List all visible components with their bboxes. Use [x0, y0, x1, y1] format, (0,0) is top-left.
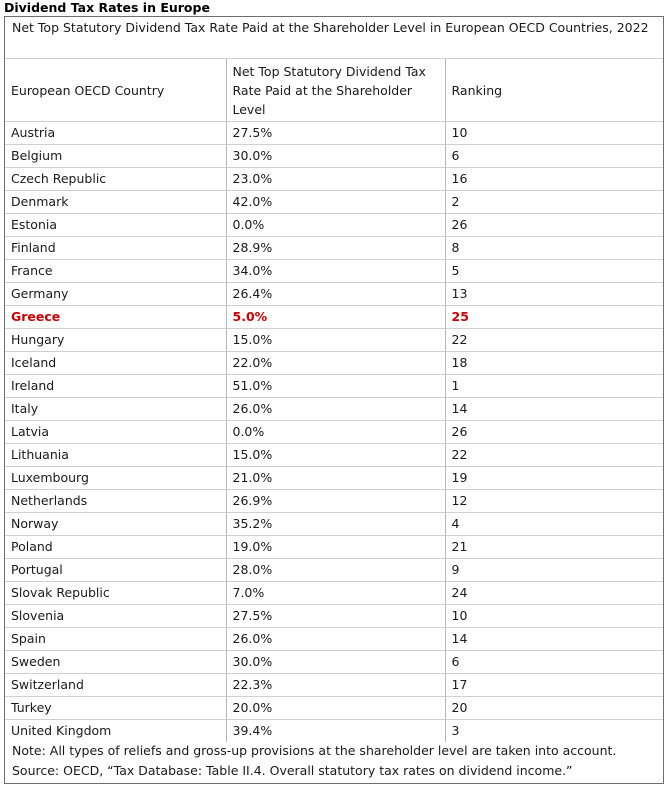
- cell-rank: 10: [445, 605, 663, 628]
- cell-rank: 17: [445, 674, 663, 697]
- table-row: [5, 329, 663, 352]
- table-row: [5, 421, 663, 444]
- table-row: [5, 444, 663, 467]
- header-ranking: Ranking: [445, 59, 663, 122]
- cell-rank: 14: [445, 628, 663, 651]
- cell-rate: 51.0%: [226, 375, 445, 398]
- cell-rate: 39.4%: [226, 720, 445, 743]
- table-row: [5, 513, 663, 536]
- cell-rate: 30.0%: [226, 145, 445, 168]
- cell-rank: 26: [445, 214, 663, 237]
- cell-rate: 28.9%: [226, 237, 445, 260]
- cell-rate: 27.5%: [226, 605, 445, 628]
- cell-country: Slovak Republic: [5, 582, 226, 605]
- cell-rate: 22.3%: [226, 674, 445, 697]
- cell-rank: 16: [445, 168, 663, 191]
- cell-country: Lithuania: [5, 444, 226, 467]
- cell-rate: 34.0%: [226, 260, 445, 283]
- header-rate: Net Top Statutory Dividend Tax Rate Paid at the Shareholder Level: [226, 59, 445, 122]
- cell-rank: 5: [445, 260, 663, 283]
- cell-country: Italy: [5, 398, 226, 421]
- source-text: Source: OECD, “Tax Database: Table II.4. Overall statutory tax rates on dividend income.”: [12, 763, 573, 778]
- cell-country: Austria: [5, 122, 226, 145]
- cell-rate: 19.0%: [226, 536, 445, 559]
- cell-country: Luxembourg: [5, 467, 226, 490]
- cell-country: Portugal: [5, 559, 226, 582]
- table-row: [5, 490, 663, 513]
- table-row: [5, 375, 663, 398]
- table-row: [5, 651, 663, 674]
- cell-rate: 30.0%: [226, 651, 445, 674]
- cell-rank: 6: [445, 145, 663, 168]
- header-row: [5, 59, 663, 122]
- table-row: [5, 237, 663, 260]
- cell-country: Czech Republic: [5, 168, 226, 191]
- cell-country: Slovenia: [5, 605, 226, 628]
- table-row: [5, 674, 663, 697]
- table-row: [5, 260, 663, 283]
- table-subtitle: Net Top Statutory Dividend Tax Rate Paid at the Shareholder Level in European OECD Countries, 2022: [12, 20, 649, 35]
- table-row: [5, 191, 663, 214]
- cell-country: Netherlands: [5, 490, 226, 513]
- table-row: [5, 559, 663, 582]
- cell-country: Estonia: [5, 214, 226, 237]
- table-row: [5, 628, 663, 651]
- table-row: [5, 582, 663, 605]
- cell-country: France: [5, 260, 226, 283]
- cell-rate: 23.0%: [226, 168, 445, 191]
- table-row: [5, 352, 663, 375]
- table-row: [5, 168, 663, 191]
- cell-rank: 26: [445, 421, 663, 444]
- cell-rate: 15.0%: [226, 444, 445, 467]
- cell-rank: 12: [445, 490, 663, 513]
- cell-rate: 7.0%: [226, 582, 445, 605]
- cell-rank: 22: [445, 329, 663, 352]
- cell-rate: 42.0%: [226, 191, 445, 214]
- header-country: European OECD Country: [5, 59, 226, 122]
- table-row: [5, 398, 663, 421]
- cell-country: Sweden: [5, 651, 226, 674]
- table-row: [5, 122, 663, 145]
- cell-rate: 0.0%: [226, 421, 445, 444]
- cell-country: Germany: [5, 283, 226, 306]
- cell-rank: 22: [445, 444, 663, 467]
- cell-country: Latvia: [5, 421, 226, 444]
- table-row: [5, 145, 663, 168]
- cell-rate: 35.2%: [226, 513, 445, 536]
- cell-rate: 15.0%: [226, 329, 445, 352]
- cell-country: United Kingdom: [5, 720, 226, 743]
- cell-rank: 18: [445, 352, 663, 375]
- cell-rank: 20: [445, 697, 663, 720]
- cell-country: Norway: [5, 513, 226, 536]
- cell-rate: 21.0%: [226, 467, 445, 490]
- cell-rank: 13: [445, 283, 663, 306]
- footnote: [12, 741, 662, 781]
- cell-country: Switzerland: [5, 674, 226, 697]
- table-row: [5, 214, 663, 237]
- table-row: [5, 536, 663, 559]
- cell-rank: 3: [445, 720, 663, 743]
- cell-rank: 9: [445, 559, 663, 582]
- cell-rate: 0.0%: [226, 214, 445, 237]
- cell-country: Belgium: [5, 145, 226, 168]
- table-row: [5, 467, 663, 490]
- cell-rank: 8: [445, 237, 663, 260]
- cell-rank: 19: [445, 467, 663, 490]
- cell-rate: 5.0%: [226, 306, 445, 329]
- table-row: [5, 697, 663, 720]
- cell-country: Poland: [5, 536, 226, 559]
- cell-country: Finland: [5, 237, 226, 260]
- cell-rank: 21: [445, 536, 663, 559]
- cell-country: Ireland: [5, 375, 226, 398]
- cell-rate: 22.0%: [226, 352, 445, 375]
- cell-rate: 27.5%: [226, 122, 445, 145]
- cell-rate: 26.0%: [226, 628, 445, 651]
- cell-country: Turkey: [5, 697, 226, 720]
- table-row: [5, 605, 663, 628]
- cell-rate: 26.9%: [226, 490, 445, 513]
- cell-rank: 10: [445, 122, 663, 145]
- cell-country: Iceland: [5, 352, 226, 375]
- cell-rate: 20.0%: [226, 697, 445, 720]
- table-title: Dividend Tax Rates in Europe: [4, 0, 210, 15]
- cell-rank: 4: [445, 513, 663, 536]
- cell-rank: 6: [445, 651, 663, 674]
- cell-country: Greece: [5, 306, 226, 329]
- table-row: [5, 720, 663, 743]
- cell-country: Spain: [5, 628, 226, 651]
- cell-rate: 26.4%: [226, 283, 445, 306]
- table-frame: [4, 16, 664, 784]
- cell-rate: 28.0%: [226, 559, 445, 582]
- table-row: [5, 283, 663, 306]
- note-text: Note: All types of reliefs and gross-up provisions at the shareholder level are taken into account.: [12, 743, 617, 758]
- cell-country: Hungary: [5, 329, 226, 352]
- cell-country: Denmark: [5, 191, 226, 214]
- cell-rank: 24: [445, 582, 663, 605]
- cell-rate: 26.0%: [226, 398, 445, 421]
- cell-rank: 2: [445, 191, 663, 214]
- table-row: [5, 306, 663, 329]
- cell-rank: 1: [445, 375, 663, 398]
- cell-rank: 25: [445, 306, 663, 329]
- dividend-tax-table: [5, 58, 663, 742]
- cell-rank: 14: [445, 398, 663, 421]
